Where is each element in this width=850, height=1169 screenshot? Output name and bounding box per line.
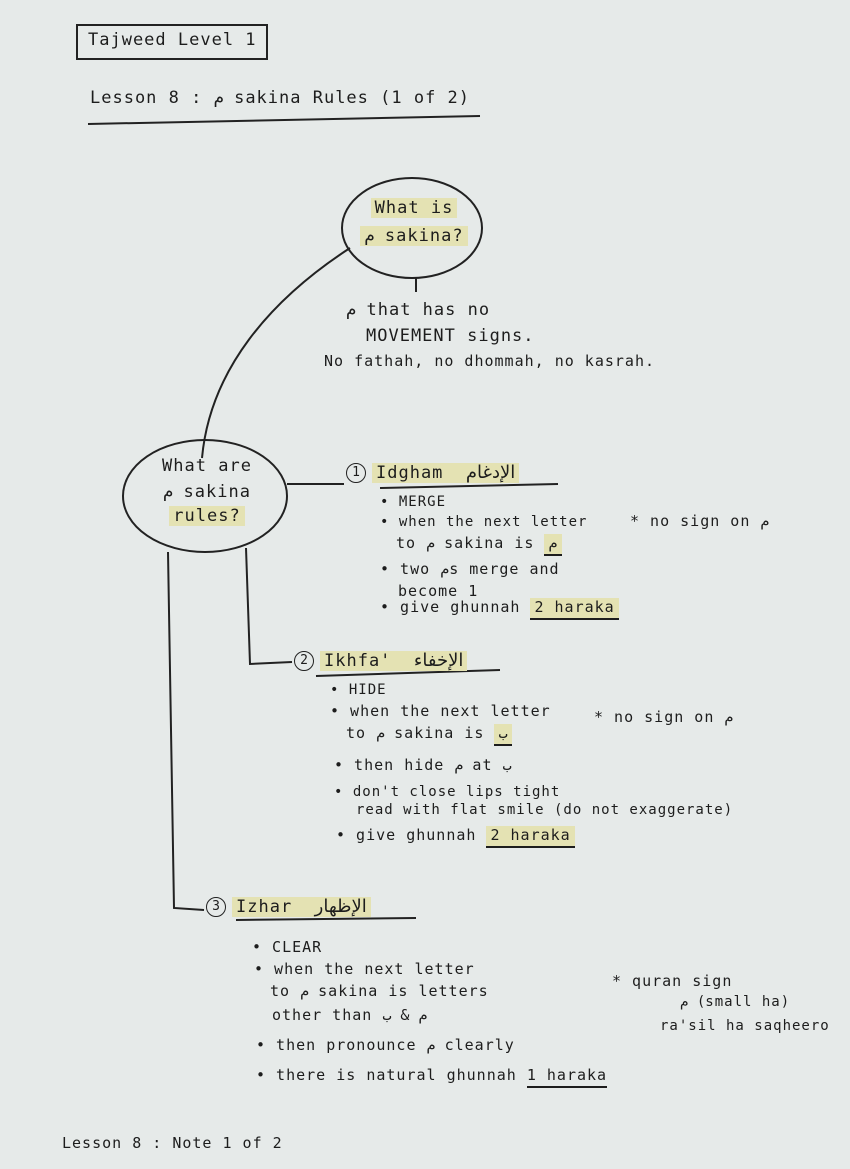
- rule2-number: 2: [294, 651, 314, 671]
- rule2-heading: [294, 650, 467, 671]
- rule2-point: • don't close lips tight: [334, 784, 561, 800]
- center-bubble-line2: م sakina: [163, 482, 251, 502]
- rule1-heading: [346, 462, 519, 483]
- rule3-note-line2: م (small ha): [680, 994, 790, 1010]
- definition-line3: No fathah, no dhommah, no kasrah.: [324, 352, 656, 370]
- rule1-number: 1: [346, 463, 366, 483]
- definition-line1: م that has no: [346, 300, 491, 320]
- rule2-point: • HIDE: [330, 682, 387, 698]
- footer-note: Lesson 8 : Note 1 of 2: [62, 1134, 283, 1152]
- rule2-title: Ikhfa' الإخفاء: [320, 651, 467, 671]
- rule1-point: • when the next letter: [380, 514, 588, 530]
- rule3-number: 3: [206, 897, 226, 917]
- rule3-point: other than م & ب: [272, 1006, 428, 1024]
- rule1-point: • MERGE: [380, 494, 447, 510]
- rule3-point: • when the next letter: [254, 960, 475, 978]
- rule2-point: • when the next letter: [330, 702, 551, 720]
- top-bubble-line2: م sakina?: [352, 226, 476, 246]
- rule1-title: Idgham الإدغام: [372, 463, 519, 483]
- rule1-point: become 1: [398, 582, 479, 600]
- rule3-note-line1: * quran sign: [612, 972, 733, 990]
- rule3-point: • then pronounce م clearly: [256, 1036, 515, 1054]
- rule1-point: • give ghunnah 2 haraka: [380, 598, 619, 616]
- center-bubble-line3: rules?: [140, 506, 274, 526]
- rule1-note: * no sign on م: [630, 512, 770, 530]
- rule3-heading: [206, 896, 371, 917]
- rule3-title: Izhar الإظهار: [232, 897, 371, 917]
- rule1-point: • two مs merge and: [380, 560, 560, 578]
- rule2-point: • give ghunnah 2 haraka: [336, 826, 575, 844]
- rule3-note-line3: ra'sil ha saqheero: [660, 1018, 830, 1034]
- rule2-point: • then hide م at ب: [334, 756, 512, 774]
- rule3-point: • CLEAR: [252, 938, 323, 956]
- definition-line2: MOVEMENT signs.: [366, 326, 535, 346]
- rule1-point: to م sakina is م: [396, 534, 562, 552]
- lesson-title: Lesson 8 : م sakina Rules (1 of 2): [90, 88, 471, 108]
- rule2-point: read with flat smile (do not exaggerate): [356, 802, 734, 818]
- rule3-point: • there is natural ghunnah 1 haraka: [256, 1066, 607, 1084]
- rule2-point: to م sakina is ب: [346, 724, 512, 742]
- rule2-note: * no sign on م: [594, 708, 734, 726]
- rule3-point: to م sakina is letters: [270, 982, 489, 1000]
- center-bubble-line1: What are: [162, 456, 252, 476]
- level-title: Tajweed Level 1: [88, 30, 257, 50]
- top-bubble-line1: What is: [352, 198, 476, 218]
